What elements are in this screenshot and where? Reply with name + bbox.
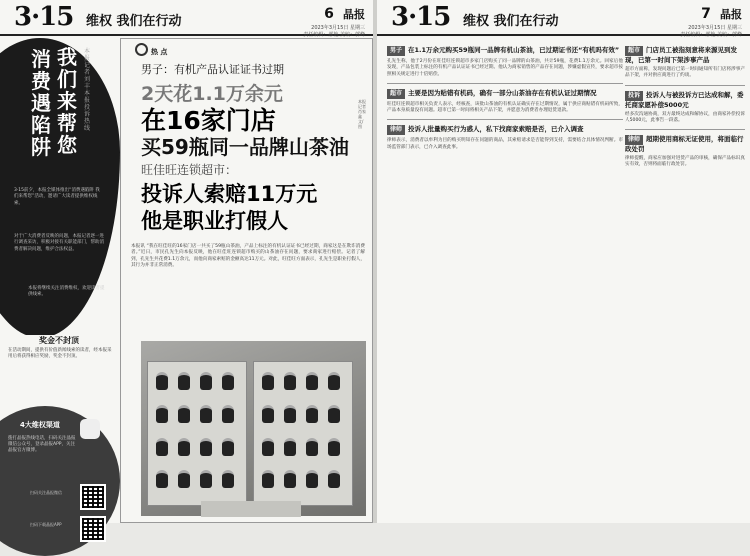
section-head-text: 在1.1万余元购买59瓶同一品牌有机山茶油，已过期证书还“有机吗有效” (408, 46, 620, 54)
carton-right (253, 361, 353, 506)
article-body: 本报讯 “我在旺佳旺的16家门店一共买了59瓶山茶油，产品上标注的有机认证证书已经过期，商家这是在欺诈消费者。”近日，市民孔先生向本报反映，他在旺佳旺连锁超市购买的山茶油存在问题，要求商家进行赔偿。记者了解到，孔先生共花费1.1万余元，而他向商家索赔的金额高达11万元。对此，旺佳旺方面表示，孔先生是职业打假人，其行为并非正常消费。 (131, 244, 365, 269)
section-slogan: 维权 我们在行动 (463, 14, 559, 29)
section-body: 旺佳旺连锁超市相关负责人表示，经核查，该批山茶油的有机认证确实存在过期情况，属于供应商贴错有机码所致，产品本身质量没有问题。超市已第一时间将相关产品下架，并愿意为消费者办理退货退款。 (387, 101, 623, 114)
main-article (120, 38, 373, 523)
page-masthead (377, 0, 750, 36)
editor-line: 责任编辑：郝艳 美编：郭峰 (680, 32, 742, 38)
section-head-text: 投诉人与被投诉方已达成和解，委托商家愿补偿5000元 (625, 90, 744, 109)
section-head-text: 主要是因为贴错有机码，确有一部分山茶油存在有机认证过期情况 (408, 88, 597, 97)
qr-caption-app: 扫码下载晶报APP (30, 522, 62, 527)
paper-name: 晶报 (720, 8, 742, 21)
section-body: 律师表示，消费者以牟利为目的购买明知存在问题的商品，其索赔请求是否能得到支持，需要结合具体情况判断。市场监管部门表示，已介入调查此事。 (387, 138, 623, 150)
brand-logo: 3·15 (391, 2, 451, 32)
section-block (387, 89, 623, 115)
page-number: 6 (324, 6, 334, 22)
sidebar-title-col1: 我们来帮您 (57, 45, 77, 157)
section-tag: 超市 (387, 89, 405, 99)
qr-code-icon (80, 516, 106, 542)
reward-label: 奖金不封顶 (0, 335, 118, 346)
right-column-side (625, 46, 745, 169)
section-head (387, 46, 623, 56)
section-head-text: 超期使用商标无证使用，将面临行政处罚 (625, 135, 744, 154)
masthead-meta (303, 3, 365, 38)
section-head-text: 投诉人批量购买行为惑人，私下找商家索赔是否，已介入调查 (408, 125, 584, 134)
hotline-title: 4大维权渠道 (20, 421, 60, 429)
section-body: 孔先生称，他于2月份在旺佳旺连锁超市多家门店购买了同一品牌的山茶油，共计59瓶，花费1.1万余元。回家后他发现，产品包装上标注的有机产品认证证书已经过期。他认为商家销售的产品存在问题，涉嫌虚假宣传，要求超市按照相关规定进行十倍赔偿。 (387, 59, 623, 77)
section-block (625, 46, 745, 80)
divider (387, 83, 623, 84)
headline-line-5: 他是职业打假人 (141, 209, 288, 233)
section-tag: 律师 (625, 135, 643, 145)
section-head (625, 46, 745, 64)
sub-kicker: 旺佳旺连锁超市： (141, 163, 238, 177)
editor-line: 责任编辑：郝艳 美编：郭峰 (303, 32, 365, 38)
byline-vertical: 本报记者 肖家鑫 文/图 (358, 99, 366, 129)
left-newspaper-page (0, 0, 373, 527)
section-head (387, 89, 623, 99)
section-head (625, 91, 745, 109)
sidebar-text-2: 对于广大消费者反映的问题，本报记者逐一进行调查采访，积极对接有关职能部门，帮助消费者解决问题，维护合法权益。 (14, 234, 104, 252)
qr-code-icon (80, 484, 106, 510)
right-newspaper-page (377, 0, 750, 523)
page-masthead (0, 0, 373, 36)
carton-left (147, 361, 247, 506)
date-line: 2023年3月15日 星期三 (311, 25, 365, 31)
section-head (387, 125, 623, 135)
sidebar-note: 本报记者 刘丰 本报投诉热线 (84, 48, 91, 132)
reward-text: 在活动期间，提供有价值新闻线索的读者，经本报采用后将获得相应奖励，奖金不封顶。 (8, 348, 112, 360)
campaign-sidebar (0, 38, 118, 527)
sidebar-text-3: 本报将继续关注消费维权，欢迎读者提供线索。 (28, 286, 105, 298)
section-head (625, 135, 745, 153)
section-body: 律师提醒，商家应加强对进货产品的审核，确保产品标识真实有效，否则将面临行政处罚。 (625, 156, 745, 168)
section-body: 经多次沟通协商，双方最终达成和解协议，由商家补偿投诉人5000元，此事告一段落。 (625, 111, 745, 123)
phone-icon (80, 419, 100, 439)
section-tag: 男子 (387, 46, 405, 56)
section-block (387, 46, 623, 78)
headline-line-4: 投诉人索赔11万元 (141, 182, 318, 206)
headline-line-1: 2天花1.1万余元 (141, 83, 283, 105)
headline-line-3: 买59瓶同一品牌山茶油 (141, 135, 349, 159)
masthead-meta (680, 3, 742, 38)
sidebar-title-col2: 消费遇陷阱 (31, 47, 51, 159)
section-head-text: 门店员工被指刻意将来源见到发现，已第一时间下架涉事产品 (625, 46, 738, 64)
section-block (625, 91, 745, 125)
divider (625, 129, 745, 130)
page-number: 7 (701, 6, 711, 22)
qr-caption-wechat: 扫码关注晶报微信 (30, 490, 62, 495)
section-tag: 律师 (387, 125, 405, 135)
article-kicker: 男子：有机产品认证证书过期 (141, 63, 284, 76)
article-tag: 热 点 (135, 43, 167, 57)
section-block (625, 135, 745, 169)
headline-line-2: 在16家门店 (141, 106, 276, 135)
bottles-photo (141, 341, 366, 516)
paper-name: 晶报 (343, 8, 365, 21)
date-line: 2023年3月15日 星期三 (688, 25, 742, 31)
section-tag: 投诉 (625, 91, 643, 101)
divider (387, 119, 623, 120)
section-body: 超市方面称，发现问题后已第一时间通知所有门店将涉事产品下架，并对供应商进行了约谈。 (625, 67, 745, 79)
photo-foreground-box (201, 501, 301, 517)
right-column-main (387, 46, 623, 151)
brand-logo: 3·15 (14, 2, 74, 32)
section-tag: 超市 (625, 46, 643, 56)
sidebar-text-1: 3·15前夕，本报全媒体推出“消费遇陷阱 我们来帮您”活动，邀请广大读者提供维权线索。 (14, 188, 100, 206)
section-slogan: 维权 我们在行动 (86, 14, 182, 29)
hotline-text: 拨打晶报热线电话，扫码关注晶报微信公众号，登录晶报APP，关注晶报官方微博。 (8, 436, 76, 453)
divider (625, 85, 745, 86)
section-block (387, 125, 623, 151)
